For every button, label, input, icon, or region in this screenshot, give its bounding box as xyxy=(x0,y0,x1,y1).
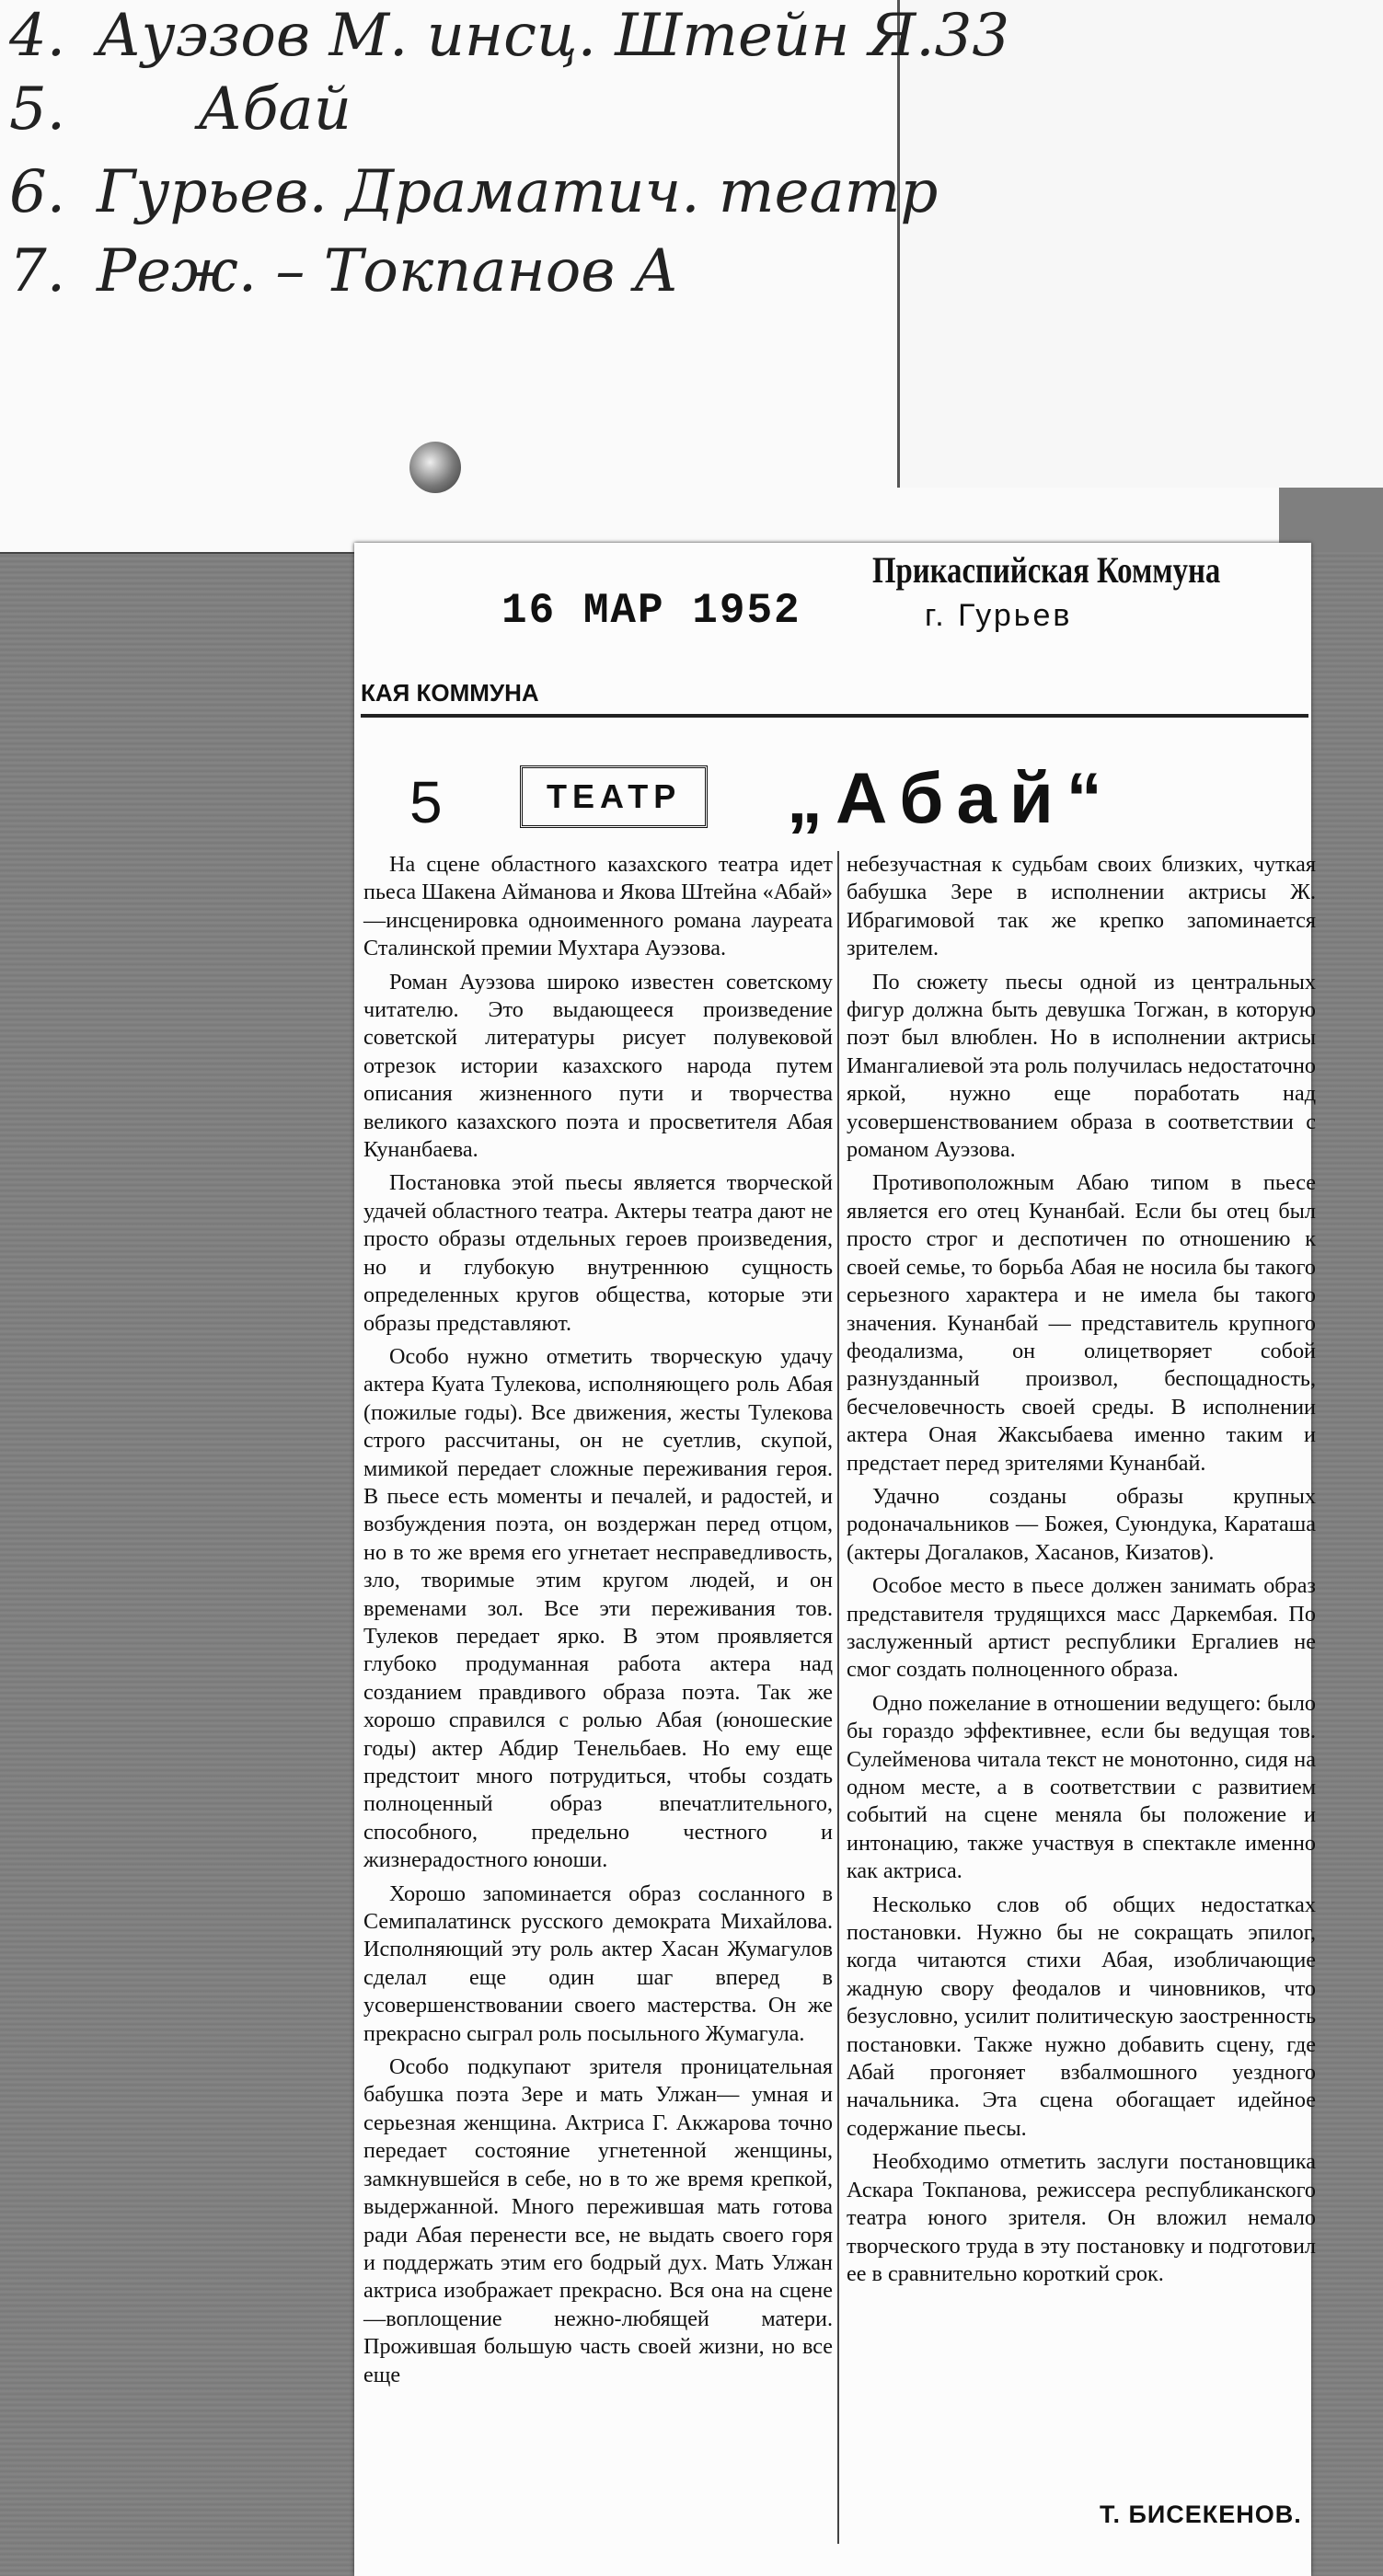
note-number: 6. xyxy=(9,158,66,226)
masthead: КАЯ КОММУНА xyxy=(361,679,539,707)
note-text: Гурьев. Драматич. театр xyxy=(97,158,939,226)
paragraph: На сцене областного казахского театра идет пьеса Шакена Айманова и Якова Штейна «Абай» —инсценировка одноименного романа лауреата Сталинской премии Мухтара Ауэзова. xyxy=(363,852,833,961)
paragraph: Одно пожелание в отношении ведущего: было бы гораздо эффективнее, если бы ведущая тов. Сулейменова читала текст не монотонно, сидя на одном месте, а в соответствии с развитием событий на сцене меняла бы положение и интонацию, также участвуя в спектакле именно как актриса. xyxy=(847,1690,1316,1884)
paragraph: Особое место в пьесе должен занимать образ представителя трудящихся масс Даркембая. По заслуженный артист республики Ергалиев не смог создать полноценного образа. xyxy=(847,1573,1316,1683)
note-line-4 xyxy=(9,2,1009,70)
note-number: 4. xyxy=(9,2,66,70)
article-author: Т. БИСЕКЕНОВ. xyxy=(1100,2501,1302,2528)
paragraph: Роман Ауэзова широко известен советскому читателю. Это выдающееся произведение советской литературы рисует полувековой отрезок истории казахского народа путем описания жизненного пути и творчества великого казахского поэта и просветителя Абая Кунанбаева. xyxy=(363,969,833,1163)
paragraph: Постановка этой пьесы является творческой удачей областного театра. Актеры театра дают не просто образы отдельных героев произведения, но и глубокую внутреннюю сущность определенных кругов общества, которые эти образы представляют. xyxy=(363,1170,833,1336)
note-number: 7. xyxy=(9,237,66,305)
article-right-column xyxy=(847,851,1316,2294)
rubric-box: ТЕАТР xyxy=(520,765,708,828)
paragraph: Особо нужно отметить творческую удачу актера Куата Тулекова, исполняющего роль Абая (пожилые годы). Все движения, жесты Тулекова строго рассчитаны, он не суетлив, скупой, мимикой передает сложные переживания героя. В пьесе есть моменты и печалей, и радостей, и возбуждения поэта, он воздержан перед отцом, но в то же время его угнетает несправедливость, зло, творимые этим кругом людей, и он временами зол. Все эти переживания тов. Тулеков передает ярко. В этом проявляется глубоко продуманная работа актера над созданием правдивого образа поэта. Так же хорошо справился с ролью Абая (юношеские годы) актер Абдир Тенельбаев. Но ему еще предстоит много потрудиться, чтобы создать полноценный образ впечатлительного, способного, предельно честного и жизнерадостного юноши. xyxy=(363,1343,833,1873)
paragraph: Особо подкупают зрителя проницательная бабушка поэта Зере и мать Улжан— умная и серьезная женщина. Актриса Г. Акжарова точно передает состояние угнетенной женщины, замкнувшейся в себе, но в то же время крепкой, выдержанной. Много пережившая мать готова ради Абая перенести все, не выдать своего горя и поддержать этим его бодрый дух. Мать Улжан актриса изображает прекрасно. Вся она на сцене —воплощение нежно-любящей матери. Прожившая большую часть своей жизни, но все еще xyxy=(363,2054,833,2387)
note-line-5 xyxy=(9,75,352,144)
article-title: „Абай“ xyxy=(787,757,1115,838)
newspaper-name-stamp: Прикаспийская Коммуна xyxy=(872,549,1221,591)
note-line-6 xyxy=(9,158,938,226)
city-stamp: г. Гурьев xyxy=(925,598,1073,633)
note-text: Ауэзов М. инсц. Штейн Я.33 xyxy=(97,2,1010,70)
paragraph: Необходимо отметить заслуги постановщика Аскара Токпанова, режиссера республиканского театра юного зрителя. Он вложил немало творческого труда в эту постановку и подготовил ее в сравнительно короткий срок. xyxy=(847,2149,1316,2286)
paragraph: Хорошо запоминается образ сосланного в Семипалатинск русского демократа Михайлова. Исполняющий эту роль актер Хасан Жумагулов сделал еще один шаг вперед в усовершенствовании своего мастерства. Он же прекрасно сыграл роль посыльного Жумагула. xyxy=(363,1880,833,2046)
paragraph: небезучастная к судьбам своих близких, чуткая бабушка Зере в исполнении актрисы Ж. Ибрагимовой так же крепко запоминается зрителем. xyxy=(847,852,1316,961)
date-stamp: 16 МАР 1952 xyxy=(501,587,801,635)
punch-hole-icon xyxy=(409,442,461,493)
paragraph: Противоположным Абаю типом в пьесе является его отец Кунанбай. Если бы отец был просто строг и деспотичен по отношению к своей семье, то борьба Абая не носила бы такого серьезного характера и не имела бы такого значения. Кунанбай — представитель крупного феодализма, он олицетворяет собой разнузданный произвол, беспощадность, бесчеловечность своей среды. В исполнении актера Оная Жаксыбаева именно таким и предстает перед зрителями Кунанбай. xyxy=(847,1170,1316,1476)
masthead-rule xyxy=(361,714,1308,718)
note-text: Абай xyxy=(198,75,352,144)
article-left-column xyxy=(363,851,833,2395)
paragraph: Удачно созданы образы крупных родоначальников — Божея, Суюндука, Караташа (актеры Догалаков, Хасанов, Кизатов). xyxy=(847,1483,1316,1565)
column-divider xyxy=(837,851,839,2544)
page-number: 5 xyxy=(409,769,443,835)
note-line-7 xyxy=(9,237,678,305)
card-overlay xyxy=(897,0,1383,488)
note-number: 5. xyxy=(9,75,66,144)
paragraph: Несколько слов об общих недостатках постановки. Нужно бы не сокращать эпилог, когда читаются стихи Абая, изобличающие жадную свору феодалов и чиновников, что безусловно, усилит политическую заостренность постановки. Также нужно добавить сцену, где Абай прогоняет взбалмошного уездного начальника. Эта сцена обогащает идейное содержание пьесы. xyxy=(847,1892,1316,2141)
paragraph: По сюжету пьесы одной из центральных фигур должна быть девушка Тогжан, в которую поэт был влюблен. Но в исполнении актрисы Имангалиевой эта роль получилась недостаточно яркой, нужно еще поработать над усовершенствованием образа в соответствии с романом Ауэзова. xyxy=(847,969,1316,1163)
note-text: Реж. – Токпанов А xyxy=(97,237,679,305)
